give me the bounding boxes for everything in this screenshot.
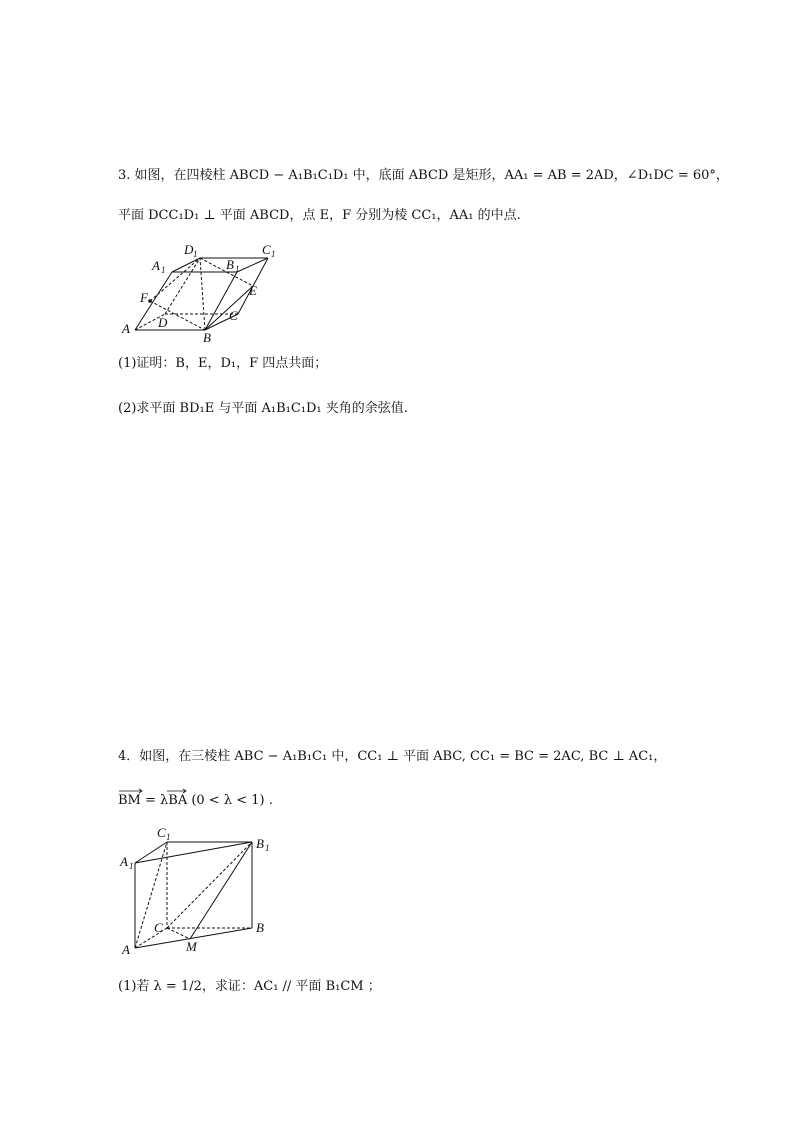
label-A1: A (120, 854, 128, 869)
label-D1: D (184, 242, 194, 257)
label-B1-sub: 1 (235, 264, 240, 274)
problem3-question1: (1)证明：B，E，D₁，F 四点共面； (118, 356, 328, 371)
problem3-question2: (2)求平面 BD₁E 与平面 A₁B₁C₁D₁ 夹角的余弦值. (118, 401, 408, 416)
label-B1-sub: 1 (265, 843, 270, 853)
problem3-line2: 平面 DCC₁D₁ ⊥ 平面 ABCD，点 E，F 分别为棱 CC₁，AA₁ 的中点. (118, 208, 521, 223)
label-B1: B (226, 257, 234, 272)
problem4-line2: BM = λBA (0 < λ < 1) . (118, 793, 273, 808)
label-C1: C (262, 242, 271, 257)
problem3-figure (118, 238, 288, 343)
label-D1-sub: 1 (193, 249, 198, 259)
problem3-line1: 3. 如图，在四棱柱 ABCD − A₁B₁C₁D₁ 中，底面 ABCD 是矩形，AA₁ = AB = 2AD，∠D₁DC = 60°， (118, 168, 729, 183)
problem4-figure (118, 822, 278, 957)
label-C: C (229, 308, 238, 323)
label-D: D (158, 315, 168, 330)
problem4-line1: 4．如图，在三棱柱 ABC − A₁B₁C₁ 中，CC₁ ⊥ 平面 ABC, CC₁ = BC = 2AC, BC ⊥ AC₁， (118, 749, 667, 764)
label-A1-sub: 1 (161, 265, 166, 275)
label-F: F (140, 290, 148, 305)
vector-arrows (118, 786, 198, 794)
label-A: A (122, 942, 130, 957)
label-C1-sub: 1 (271, 249, 276, 259)
label-B: B (203, 330, 211, 343)
label-C1-sub: 1 (166, 832, 171, 842)
label-C: C (154, 920, 163, 935)
label-B: B (256, 920, 264, 935)
label-C1: C (157, 825, 166, 840)
label-M: M (186, 939, 197, 954)
label-A1: A (152, 258, 160, 273)
problem4-question1: (1)若 λ = 1/2，求证：AC₁ // 平面 B₁CM ； (118, 979, 381, 994)
label-E: E (249, 283, 257, 298)
label-A1-sub: 1 (129, 861, 134, 871)
label-B1: B (256, 836, 264, 851)
label-A: A (122, 321, 130, 336)
